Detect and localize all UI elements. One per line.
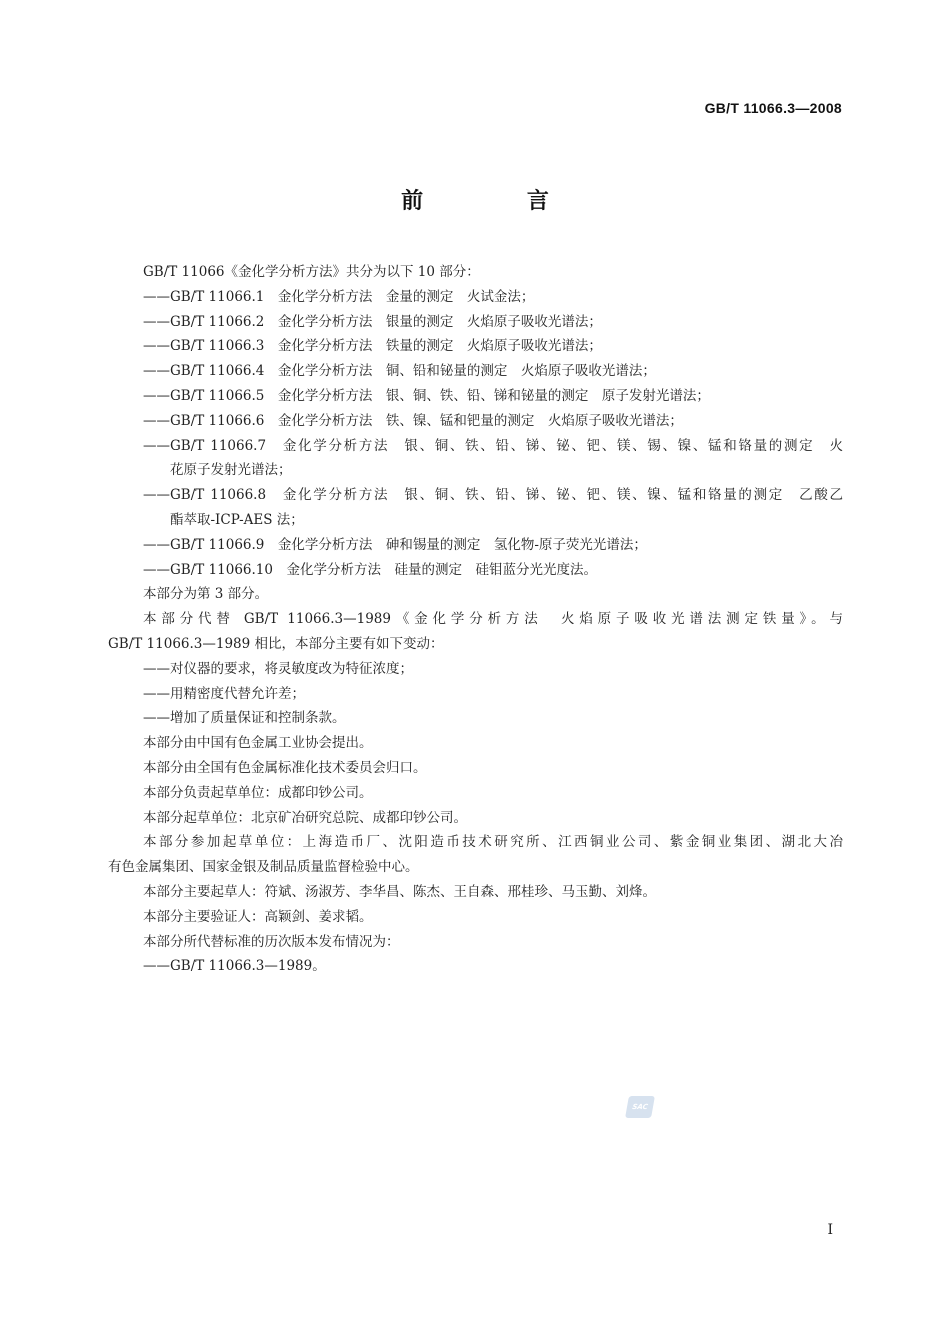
list-item-part-10 [108,558,843,583]
list-item-part-1 [108,285,843,310]
list-item-text [170,483,843,533]
proposed-by: 本部分由中国有色金属工业协会提出。 [143,735,373,752]
list-dash: —— [143,536,170,553]
list-item-change-2 [108,682,843,707]
list-dash: —— [143,660,170,677]
list-dash: —— [143,958,170,975]
list-dash: —— [143,313,170,330]
list-dash: —— [143,487,170,504]
history-intro: 本部分所代替标准的历次版本发布情况为： [143,933,400,950]
replace-paragraph-line-1: 本部分代替 GB/T 11066.3—1989《金化学分析方法 火焰原子吸收光谱法测定铁量》。与 [143,611,843,628]
foreword-body [108,260,843,979]
standard-number: GB/T 11066.3—2008 [704,100,842,116]
list-item-part-9 [108,533,843,558]
list-item-part-8 [108,483,843,533]
list-item-part-4 [108,359,843,384]
list-item-part-2 [108,310,843,335]
list-item-text: GB/T 11066.9 金化学分析方法 砷和锡量的测定 氢化物-原子荧光光谱法； [170,536,647,553]
list-dash: —— [143,710,170,727]
list-item-line-2: 花原子发射光谱法； [170,462,292,479]
list-item-text: GB/T 11066.6 金化学分析方法 铁、镍、锰和钯量的测定 火焰原子吸收光谱法； [170,412,683,429]
list-item-change-1 [108,657,843,682]
sac-watermark-logo: SAC [625,1096,655,1118]
replace-paragraph-line-2: GB/T 11066.3—1989 相比，本部分主要有如下变动： [108,635,444,652]
list-item-history-1 [108,954,843,979]
page-number: I [827,1222,833,1238]
list-dash: —— [143,561,170,578]
list-item-line-1: GB/T 11066.7 金化学分析方法 银、铜、铁、铅、锑、铋、钯、镁、锡、镍、锰和铬量的测定 火 [170,437,843,454]
list-dash: —— [143,338,170,355]
list-item-text: 对仪器的要求，将灵敏度改为特征浓度； [170,660,413,677]
list-item-part-7 [108,434,843,484]
list-item-text: GB/T 11066.10 金化学分析方法 硅量的测定 硅钼蓝分光光度法。 [170,561,597,578]
list-item-part-3 [108,334,843,359]
verifiers: 本部分主要验证人：高颖剑、姜求韬。 [143,908,373,925]
list-item-text: GB/T 11066.3—1989。 [170,958,326,975]
intro-paragraph: GB/T 11066《金化学分析方法》共分为以下 10 部分： [143,264,480,280]
participating-units-line-1: 本部分参加起草单位：上海造币厂、沈阳造币技术研究所、江西铜业公司、紫金铜业集团、湖北大冶 [143,834,843,851]
list-dash: —— [143,363,170,380]
participating-units-line-2: 有色金属集团、国家金银及制品质量监督检验中心。 [108,859,419,876]
drafting-units: 本部分起草单位：北京矿冶研究总院、成都印钞公司。 [143,809,467,826]
list-dash: —— [143,685,170,702]
list-item-text: GB/T 11066.2 金化学分析方法 银量的测定 火焰原子吸收光谱法； [170,313,602,330]
list-item-text: GB/T 11066.5 金化学分析方法 银、铜、铁、铅、锑和铋量的测定 原子发射光谱法； [170,387,710,404]
list-dash: —— [143,288,170,305]
list-item-line-1: GB/T 11066.8 金化学分析方法 银、铜、铁、铅、锑、铋、钯、镁、镍、锰和铬量的测定 乙酸乙 [170,487,843,504]
list-item-part-5 [108,384,843,409]
main-drafters: 本部分主要起草人：符斌、汤淑芳、李华昌、陈杰、王自森、邢桂珍、马玉勤、刘烽。 [143,883,656,900]
list-item-text: GB/T 11066.4 金化学分析方法 铜、铅和铋量的测定 火焰原子吸收光谱法； [170,363,656,380]
list-item-text: GB/T 11066.3 金化学分析方法 铁量的测定 火焰原子吸收光谱法； [170,338,602,355]
centralized-by: 本部分由全国有色金属标准化技术委员会归口。 [143,759,427,776]
list-dash: —— [143,387,170,404]
list-item-line-2: 酯萃取-ICP-AES 法； [170,511,304,528]
list-item-part-6 [108,409,843,434]
list-item-change-3 [108,706,843,731]
list-item-text [170,434,843,484]
list-dash: —— [143,412,170,429]
list-item-text: 用精密度代替允许差； [170,685,305,702]
list-item-text: GB/T 11066.1 金化学分析方法 金量的测定 火试金法； [170,288,535,305]
list-dash: —— [143,437,170,454]
part-note: 本部分为第 3 部分。 [143,586,269,603]
page-title: 前 言 [401,189,597,214]
list-item-text: 增加了质量保证和控制条款。 [170,710,346,727]
responsible-drafter: 本部分负责起草单位：成都印钞公司。 [143,784,373,801]
